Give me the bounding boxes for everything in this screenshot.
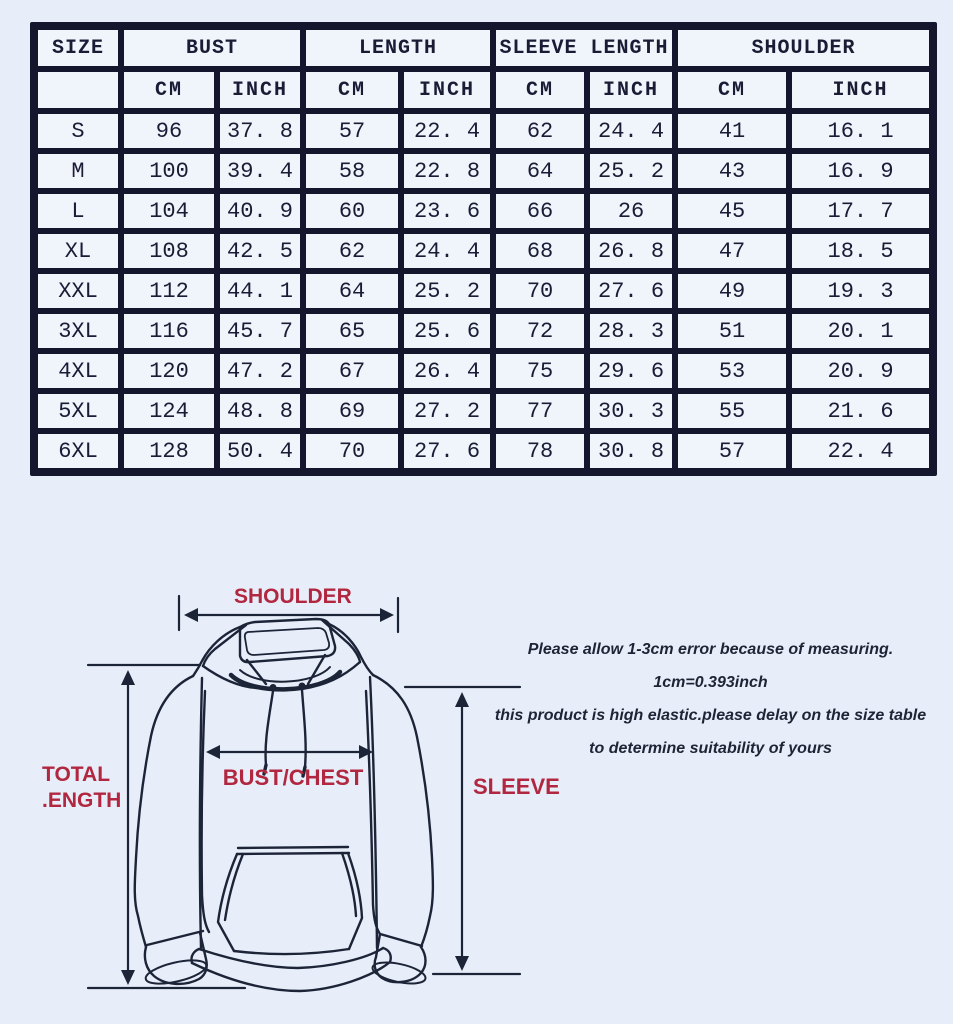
unit-header: INCH xyxy=(792,72,929,108)
value-cell: 22. 4 xyxy=(404,114,490,148)
value-cell: 108 xyxy=(124,234,214,268)
col-header-shoulder: SHOULDER xyxy=(678,30,929,66)
sleeve-label: SLEEVE xyxy=(473,774,560,799)
value-cell: 100 xyxy=(124,154,214,188)
col-header-sleeve-length: SLEEVE LENGTH xyxy=(496,30,672,66)
hoodie-drawstrings xyxy=(264,690,306,776)
size-table-body xyxy=(38,114,929,468)
value-cell: 57 xyxy=(678,434,786,468)
value-cell: 96 xyxy=(124,114,214,148)
value-cell: 49 xyxy=(678,274,786,308)
value-cell: 26. 8 xyxy=(590,234,672,268)
value-cell: 30. 3 xyxy=(590,394,672,428)
note-line: 1cm=0.393inch xyxy=(653,674,768,691)
value-cell: 29. 6 xyxy=(590,354,672,388)
eyelet-right xyxy=(299,683,306,690)
unit-header: CM xyxy=(124,72,214,108)
value-cell: 28. 3 xyxy=(590,314,672,348)
value-cell: 26 xyxy=(590,194,672,228)
unit-header: CM xyxy=(496,72,584,108)
value-cell: 22. 8 xyxy=(404,154,490,188)
note-line: to determine suitability of yours xyxy=(589,740,832,757)
value-cell: 69 xyxy=(306,394,398,428)
unit-header: INCH xyxy=(590,72,672,108)
value-cell: 62 xyxy=(306,234,398,268)
value-cell: 41 xyxy=(678,114,786,148)
size-cell: 6XL xyxy=(38,434,118,468)
value-cell: 75 xyxy=(496,354,584,388)
value-cell: 78 xyxy=(496,434,584,468)
value-cell: 64 xyxy=(496,154,584,188)
value-cell: 72 xyxy=(496,314,584,348)
hoodie-body xyxy=(135,675,433,991)
value-cell: 25. 2 xyxy=(590,154,672,188)
value-cell: 27. 2 xyxy=(404,394,490,428)
value-cell: 27. 6 xyxy=(404,434,490,468)
value-cell: 66 xyxy=(496,194,584,228)
value-cell: 104 xyxy=(124,194,214,228)
value-cell: 25. 6 xyxy=(404,314,490,348)
value-cell: 39. 4 xyxy=(220,154,300,188)
value-cell: 45. 7 xyxy=(220,314,300,348)
size-cell: L xyxy=(38,194,118,228)
value-cell: 20. 1 xyxy=(792,314,929,348)
unit-header: INCH xyxy=(404,72,490,108)
value-cell: 24. 4 xyxy=(404,234,490,268)
value-cell: 20. 9 xyxy=(792,354,929,388)
value-cell: 45 xyxy=(678,194,786,228)
value-cell: 47 xyxy=(678,234,786,268)
total-length-label-line1: TOTAL xyxy=(42,763,111,786)
value-cell: 112 xyxy=(124,274,214,308)
value-cell: 47. 2 xyxy=(220,354,300,388)
size-cell: M xyxy=(38,154,118,188)
size-table-frame xyxy=(30,22,937,476)
table-unit-header-row xyxy=(38,72,929,108)
value-cell: 60 xyxy=(306,194,398,228)
size-table xyxy=(32,24,935,474)
value-cell: 55 xyxy=(678,394,786,428)
bust-chest-label: BUST/CHEST xyxy=(222,765,364,790)
size-cell: XXL xyxy=(38,274,118,308)
value-cell: 26. 4 xyxy=(404,354,490,388)
value-cell: 30. 8 xyxy=(590,434,672,468)
value-cell: 70 xyxy=(306,434,398,468)
unit-header: CM xyxy=(678,72,786,108)
value-cell: 68 xyxy=(496,234,584,268)
value-cell: 17. 7 xyxy=(792,194,929,228)
value-cell: 57 xyxy=(306,114,398,148)
value-cell: 67 xyxy=(306,354,398,388)
table-row xyxy=(38,114,929,148)
value-cell: 48. 8 xyxy=(220,394,300,428)
value-cell: 18. 5 xyxy=(792,234,929,268)
value-cell: 37. 8 xyxy=(220,114,300,148)
unit-header: INCH xyxy=(220,72,300,108)
value-cell: 42. 5 xyxy=(220,234,300,268)
unit-header-blank xyxy=(38,72,118,108)
table-row xyxy=(38,194,929,228)
value-cell: 23. 6 xyxy=(404,194,490,228)
note-line: this product is high elastic.please delay on the size table xyxy=(494,707,927,724)
size-cell: 5XL xyxy=(38,394,118,428)
value-cell: 124 xyxy=(124,394,214,428)
value-cell: 19. 3 xyxy=(792,274,929,308)
value-cell: 22. 4 xyxy=(792,434,929,468)
shoulder-label: SHOULDER xyxy=(234,585,352,608)
value-cell: 16. 1 xyxy=(792,114,929,148)
value-cell: 128 xyxy=(124,434,214,468)
col-header-size: SIZE xyxy=(38,30,118,66)
hoodie-hood xyxy=(193,619,373,691)
table-row xyxy=(38,434,929,468)
note-line: Please allow 1-3cm error because of measuring. xyxy=(527,641,894,658)
size-cell: XL xyxy=(38,234,118,268)
bust-arrow xyxy=(206,745,373,759)
size-cell: S xyxy=(38,114,118,148)
hoodie-pocket xyxy=(218,847,362,954)
total-length-label xyxy=(42,762,142,814)
value-cell: 50. 4 xyxy=(220,434,300,468)
table-row xyxy=(38,234,929,268)
col-header-bust: BUST xyxy=(124,30,300,66)
total-length-label-line2: .ENGTH xyxy=(42,789,122,812)
size-cell: 3XL xyxy=(38,314,118,348)
value-cell: 40. 9 xyxy=(220,194,300,228)
value-cell: 27. 6 xyxy=(590,274,672,308)
right-cuff-opening xyxy=(371,959,428,988)
value-cell: 43 xyxy=(678,154,786,188)
measurement-notes xyxy=(468,633,953,765)
value-cell: 64 xyxy=(306,274,398,308)
value-cell: 53 xyxy=(678,354,786,388)
value-cell: 58 xyxy=(306,154,398,188)
value-cell: 16. 9 xyxy=(792,154,929,188)
table-group-header-row xyxy=(38,30,929,66)
table-row xyxy=(38,394,929,428)
value-cell: 77 xyxy=(496,394,584,428)
table-row xyxy=(38,354,929,388)
value-cell: 51 xyxy=(678,314,786,348)
value-cell: 116 xyxy=(124,314,214,348)
value-cell: 62 xyxy=(496,114,584,148)
table-row xyxy=(38,154,929,188)
value-cell: 70 xyxy=(496,274,584,308)
table-row xyxy=(38,314,929,348)
value-cell: 24. 4 xyxy=(590,114,672,148)
unit-header: CM xyxy=(306,72,398,108)
col-header-length: LENGTH xyxy=(306,30,490,66)
value-cell: 21. 6 xyxy=(792,394,929,428)
value-cell: 65 xyxy=(306,314,398,348)
value-cell: 120 xyxy=(124,354,214,388)
size-cell: 4XL xyxy=(38,354,118,388)
value-cell: 44. 1 xyxy=(220,274,300,308)
table-row xyxy=(38,274,929,308)
value-cell: 25. 2 xyxy=(404,274,490,308)
